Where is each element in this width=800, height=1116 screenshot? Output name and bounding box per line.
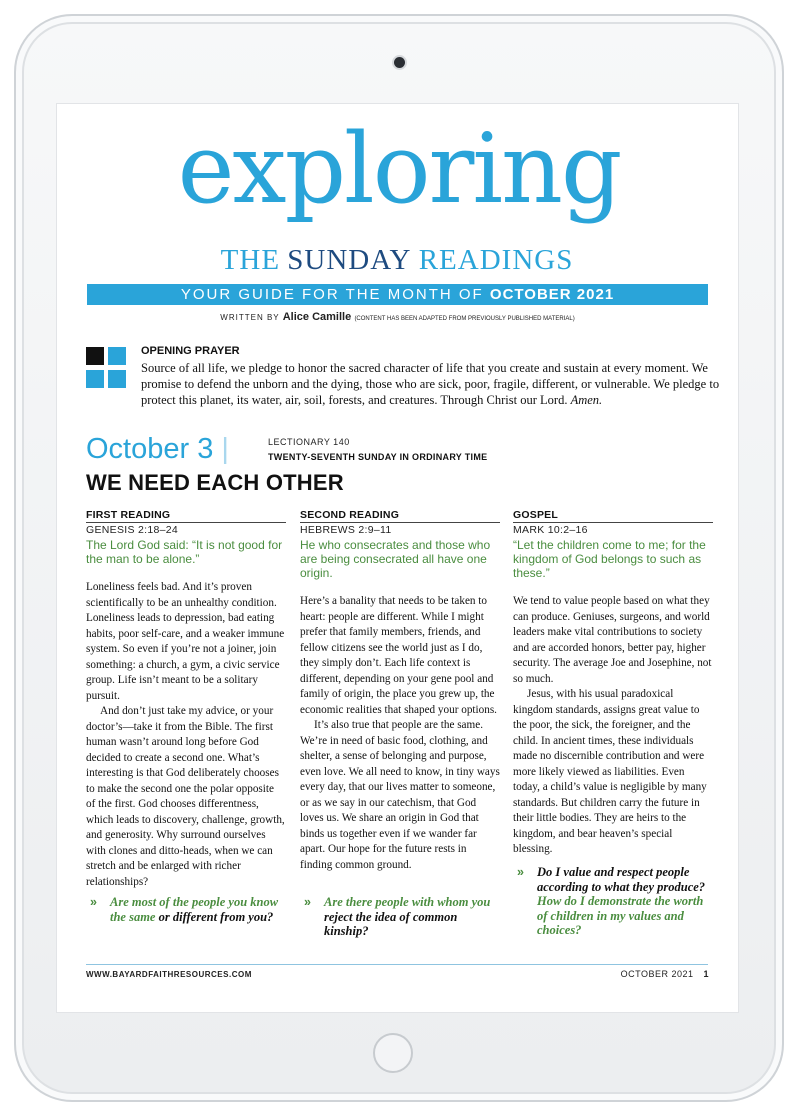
author-name: Alice Camille (282, 311, 352, 323)
question-dark: reject the idea of common kinship? (324, 909, 458, 938)
question-green: Are there people with whom you (324, 895, 491, 909)
screen (57, 104, 738, 1012)
column-body (300, 594, 500, 873)
second-reading-column (300, 509, 500, 873)
masthead-title: exploring (177, 113, 621, 225)
paragraph: Loneliness feels bad. And it’s proven scientifically to be an unhealthy condition. Loneliness leads to depression, bad eating habits, poor self-care, and a weaker immune system. So even if you’re not a joiner, join something: a church, a gym, a civic service group. Life isn’t meant to be a solitary pursuit. (86, 581, 285, 702)
chevron-right-icon: » (517, 865, 524, 879)
chevron-right-icon: » (304, 895, 311, 909)
column-label: GOSPEL (513, 509, 713, 523)
camera-icon (394, 57, 405, 68)
home-button[interactable] (373, 1033, 413, 1073)
opening-prayer-amen: Amen. (570, 393, 603, 407)
paragraph: It’s also true that people are the same. We’re in need of basic food, clothing, and shelter, a sense of belonging and purpose, even love. We all need to know, in tiny ways every day, that our lives matter to someone, or as we say in our catechism, that God loves us. We share an origin in God that binds us together even if we wander far apart. Our hope for the future rests in finding common ground. (300, 719, 500, 871)
footer-website-link[interactable]: WWW.BAYARDFAITHRESOURCES.COM (86, 970, 252, 979)
masthead-subtitle (167, 243, 627, 277)
scripture-reference: MARK 10:2–16 (513, 524, 588, 536)
paragraph: We tend to value people based on what they can produce. Geniuses, surgeons, and world leaders make vital contributions to society and are accorded honors, better pay, higher security. The average Joe and Josephine, not so much. (513, 595, 712, 685)
question-green: How do I demonstrate the worth of children in my values and choices? (537, 894, 704, 937)
reflection-question (300, 895, 500, 939)
liturgical-occasion: TWENTY-SEVENTH SUNDAY IN ORDINARY TIME (268, 452, 488, 462)
subtitle-readings: READINGS (418, 244, 574, 276)
column-label: FIRST READING (86, 509, 286, 523)
column-body (86, 580, 286, 890)
question-green: Are most of the people you know the same (110, 895, 279, 924)
scripture-reference: GENESIS 2:18–24 (86, 524, 179, 536)
subtitle-the: THE (220, 244, 281, 276)
scripture-quote: He who consecrates and those who are being consecrated all have one origin. (300, 538, 491, 580)
lectionary-number: LECTIONARY 140 (268, 437, 350, 447)
column-label: SECOND READING (300, 509, 500, 523)
entry-date (86, 432, 229, 466)
subtitle-sunday: SUNDAY (287, 244, 412, 276)
footer-page-info (621, 969, 709, 979)
squares-logo-icon (86, 347, 128, 391)
paragraph: Jesus, with his usual paradoxical kingdom standards, assigns great value to the poor, the sick, the foreigner, and the child. In ancient times, these individuals made no discernible contribution and were more likely viewed as liabilities. Even today, a child’s value is negligible by many standards. But children carry the future in their little bodies. They are heirs to the kingdom, and bear heaven’s special blessing. (513, 688, 707, 855)
opening-prayer-heading: OPENING PRAYER (141, 345, 240, 357)
footer-month: OCTOBER 2021 (620, 969, 694, 979)
guide-prefix: YOUR GUIDE FOR THE MONTH OF (180, 286, 484, 303)
opening-prayer-body: Source of all life, we pledge to honor the sacred character of life that you create and sustain at every moment. We promise to defend the unborn and the dying, those who are sick, poor, fragile, different, or vulnerable. We pledge to protect this planet, its water, air, soil, forests, and creatures. Through Christ our Lord. (141, 361, 720, 407)
byline (87, 311, 708, 323)
scripture-quote: “Let the children come to me; for the kingdom of God belongs to such as these.” (513, 538, 706, 580)
guide-month: OCTOBER 2021 (489, 286, 615, 303)
question-dark: Do I value and respect people according to what they produce? (537, 865, 706, 894)
gospel-column (513, 509, 713, 858)
paragraph: Here’s a banality that needs to be taken to heart: people are different. While I might prefer that family members, friends, and fellow citizens see the world just as I do, they simply don’t. Each life context is different, depending on your gene pool and family of origin, the place you grew up, the economic realities that shaped your options. (300, 595, 497, 716)
column-body (513, 594, 713, 858)
entry-headline: WE NEED EACH OTHER (86, 470, 344, 495)
first-reading-column (86, 509, 286, 890)
entry-date-text: October 3 (86, 433, 214, 465)
date-separator: | (221, 433, 229, 465)
page-number: 1 (703, 969, 709, 979)
written-by-label: WRITTEN BY (220, 313, 280, 322)
chevron-right-icon: » (90, 895, 97, 909)
question-dark: or different from you? (158, 909, 274, 924)
scripture-reference: HEBREWS 2:9–11 (300, 524, 392, 536)
adaptation-note: (CONTENT HAS BEEN ADAPTED FROM PREVIOUSLY PUBLISHED MATERIAL) (354, 316, 575, 322)
paragraph: And don’t just take my advice, or your doctor’s—take it from the Bible. The first human wasn’t around long before God decided to create a second one. What’s interesting is that God deliberately chooses to make the second one the polar opposite of the first. God chooses differentness, which leads to discovery, challenge, growth, and generosity. Why surround ourselves with clones and ditto-heads, when we can stretch and be enlarged with richer relationships? (86, 705, 285, 888)
footer-divider (86, 964, 708, 965)
scripture-quote: The Lord God said: “It is not good for the man to be alone.” (86, 538, 283, 566)
reflection-question (513, 865, 713, 938)
opening-prayer-text (141, 360, 721, 408)
guide-banner (87, 284, 708, 305)
reflection-question (86, 895, 286, 924)
